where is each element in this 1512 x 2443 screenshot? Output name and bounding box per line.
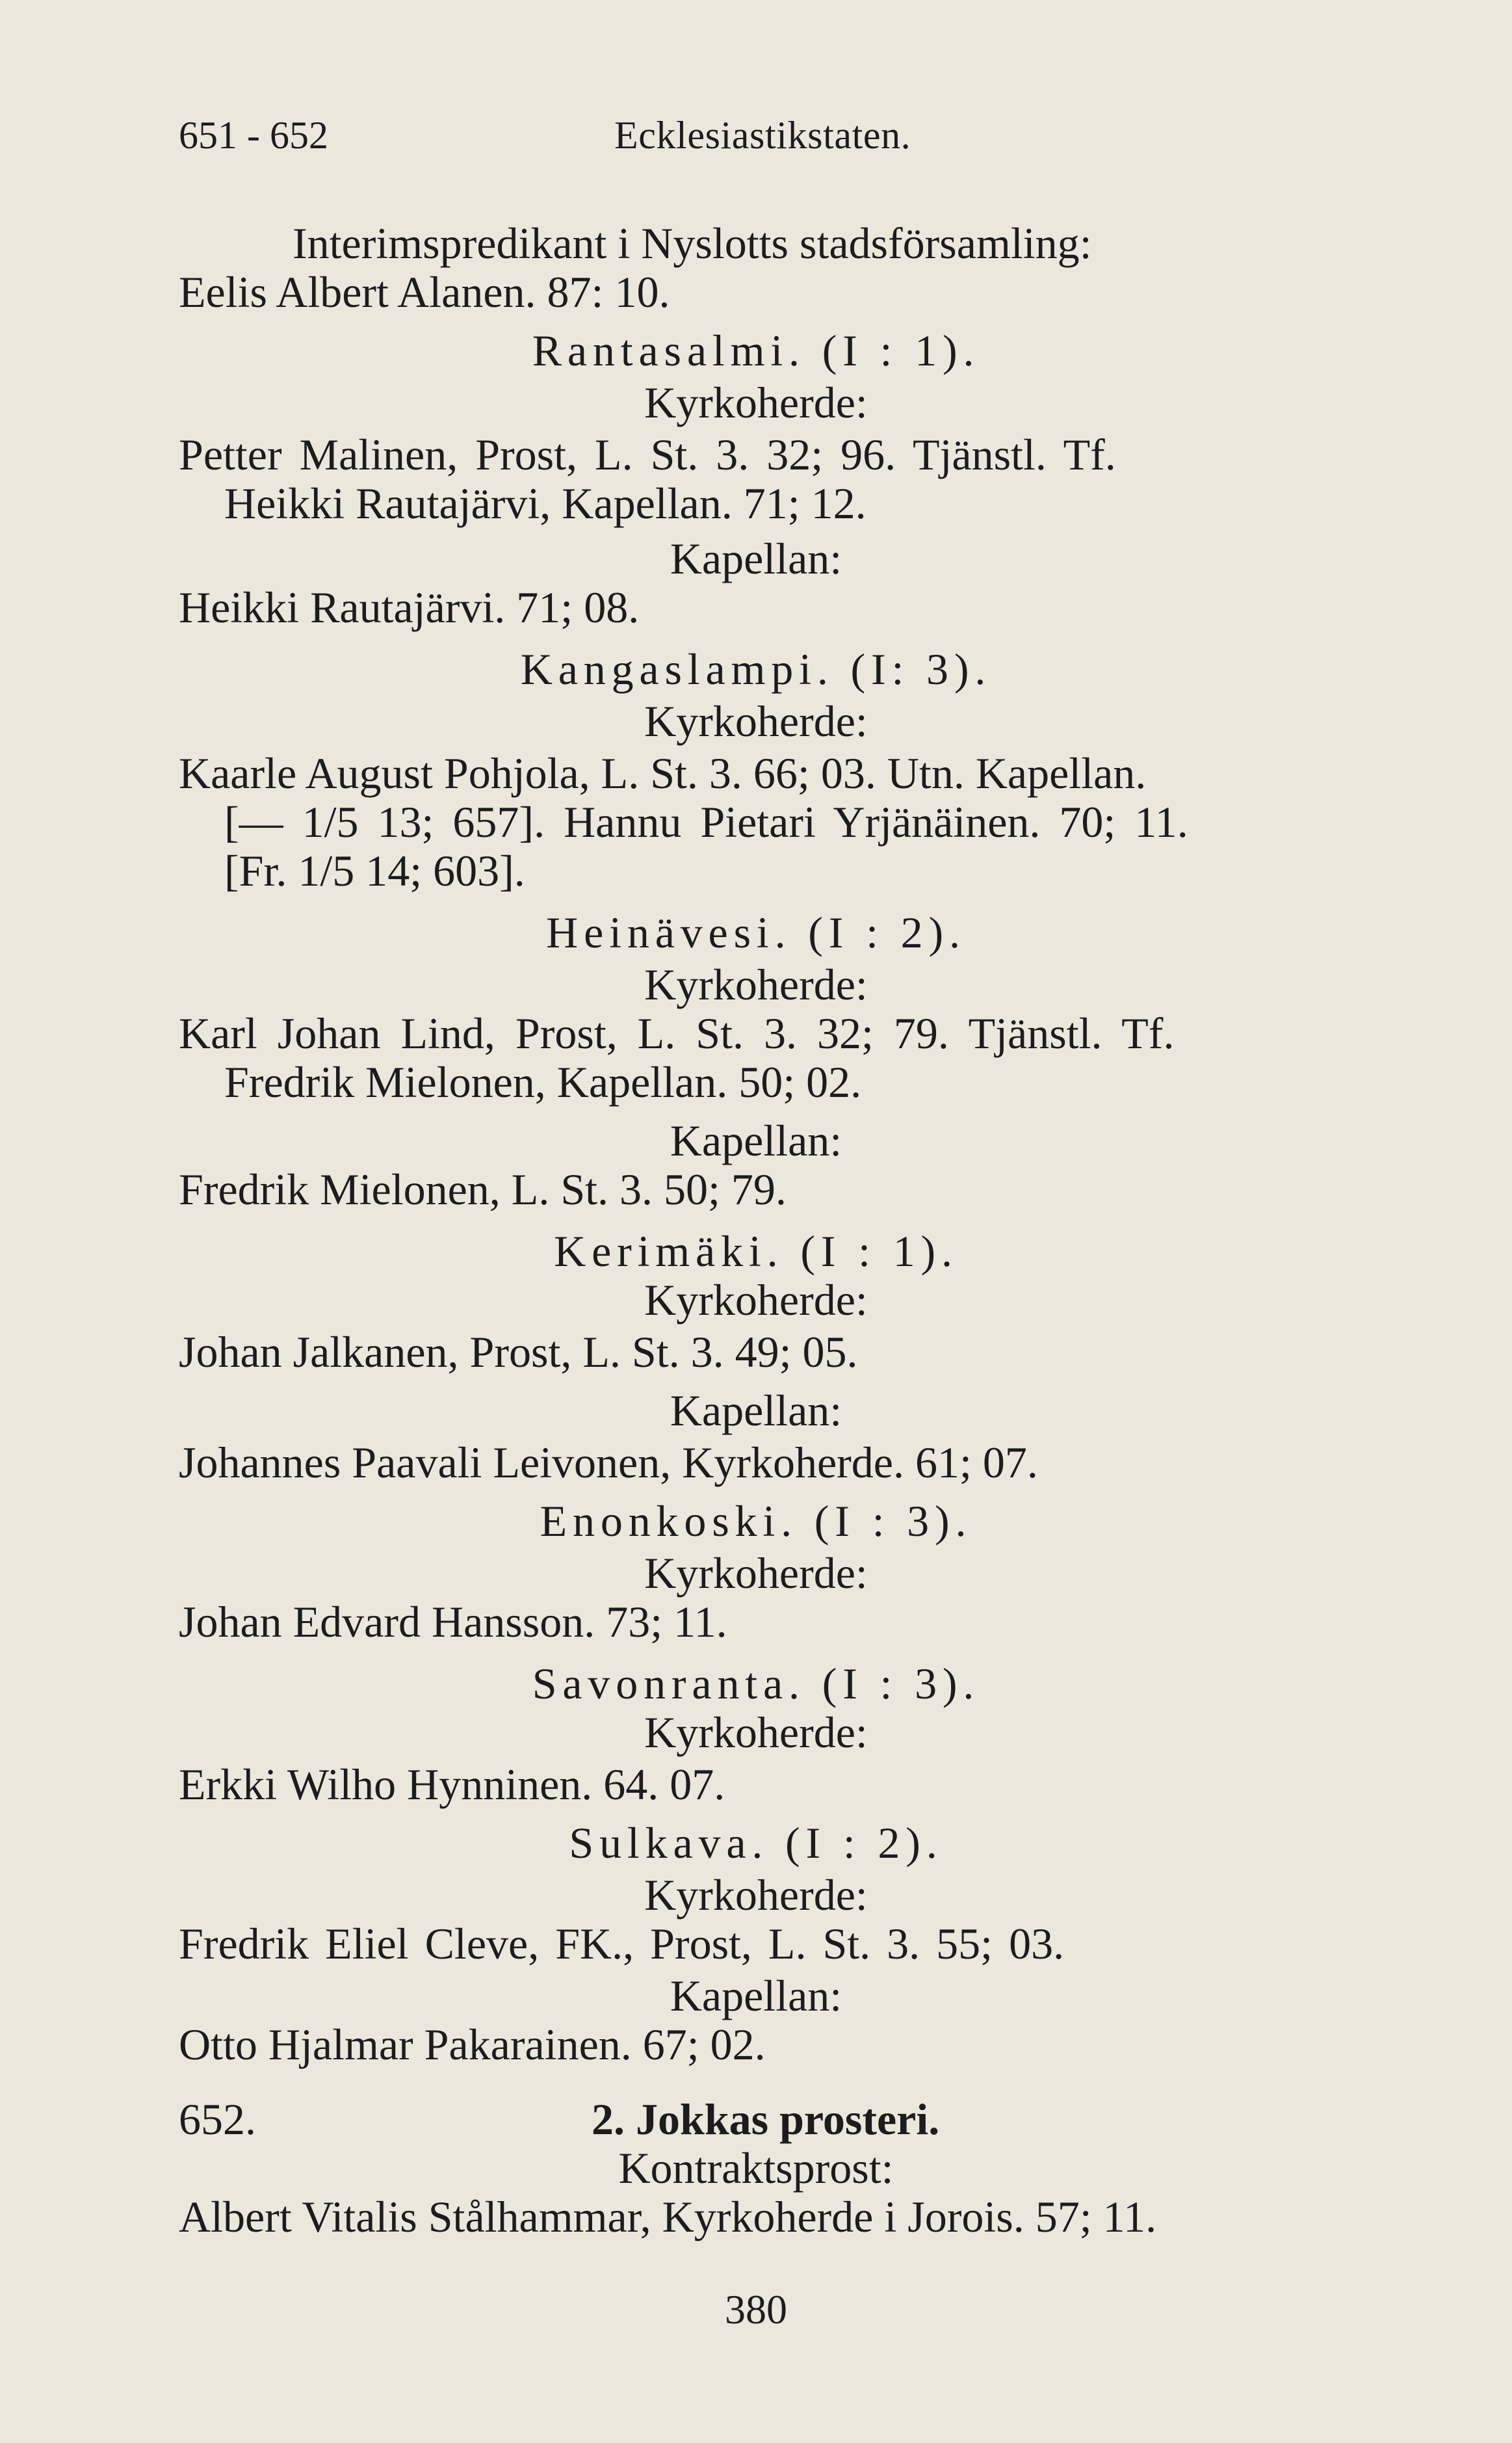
text-line: Albert Vitalis Stålhammar, Kyrkoherde i Jorois. 57; 11. [179,2192,1157,2241]
text-line: Erkki Wilho Hynninen. 64. 07. [179,1760,725,1809]
role-heading: Kapellan: [670,1386,842,1435]
role-heading: Kyrkoherde: [644,696,868,746]
text-line: [— 1/5 13; 657]. Hannu Pietari Yrjänäinen. 70; 11. [224,797,1188,847]
column-marker: 652. [179,2094,256,2144]
text-line: Kaarle August Pohjola, L. St. 3. 66; 03. Utn. Kapellan. [179,748,1147,798]
text-line: Otto Hjalmar Pakarainen. 67; 02. [179,2020,766,2069]
role-heading: Kontraktsprost: [618,2143,894,2193]
role-heading: Kyrkoherde: [644,1548,868,1598]
text-line: Karl Johan Lind, Prost, L. St. 3. 32; 79. Tjänstl. Tf. [179,1009,1175,1058]
role-heading: Kapellan: [670,1116,842,1165]
role-heading: Kyrkoherde: [644,960,868,1009]
text-line: Interimspredikant i Nyslotts stadsförsamling: [293,218,1092,268]
column-numbers: 651 - 652 [179,114,328,157]
role-heading: Kyrkoherde: [644,1708,868,1757]
parish-heading: Sulkava. (I : 2). [569,1818,943,1868]
text-line: Heikki Rautajärvi, Kapellan. 71; 12. [224,479,867,528]
role-heading: Kapellan: [670,1971,842,2020]
text-line: Fredrik Mielonen, L. St. 3. 50; 79. [179,1165,787,1214]
parish-heading: Enonkoski. (I : 3). [540,1496,972,1546]
parish-heading: Savonranta. (I : 3). [532,1659,980,1708]
role-heading: Kyrkoherde: [644,378,868,427]
section-heading: 2. Jokkas prosteri. [592,2094,940,2144]
text-line: Fredrik Mielonen, Kapellan. 50; 02. [224,1057,862,1107]
parish-heading: Rantasalmi. (I : 1). [532,326,980,375]
role-heading: Kyrkoherde: [644,1275,868,1325]
running-title: Ecklesiastikstaten. [614,114,911,157]
text-line: Heikki Rautajärvi. 71; 08. [179,583,640,632]
text-line: Fredrik Eliel Cleve, FK., Prost, L. St. 3. 55; 03. [179,1919,1065,1968]
page-number: 380 [725,2286,787,2332]
text-line: [Fr. 1/5 14; 603]. [224,846,525,895]
role-heading: Kapellan: [670,534,842,583]
text-line: Johan Edvard Hansson. 73; 11. [179,1597,727,1646]
text-line: Petter Malinen, Prost, L. St. 3. 32; 96. Tjänstl. Tf. [179,430,1116,479]
text-line: Johan Jalkanen, Prost, L. St. 3. 49; 05. [179,1327,858,1377]
parish-heading: Kangaslampi. (I: 3). [520,644,992,694]
text-line: Johannes Paavali Leivonen, Kyrkoherde. 61; 07. [179,1438,1038,1487]
text-line: Eelis Albert Alanen. 87: 10. [179,267,670,317]
role-heading: Kyrkoherde: [644,1870,868,1920]
parish-heading: Heinävesi. (I : 2). [546,908,966,957]
parish-heading: Kerimäki. (I : 1). [554,1226,958,1276]
